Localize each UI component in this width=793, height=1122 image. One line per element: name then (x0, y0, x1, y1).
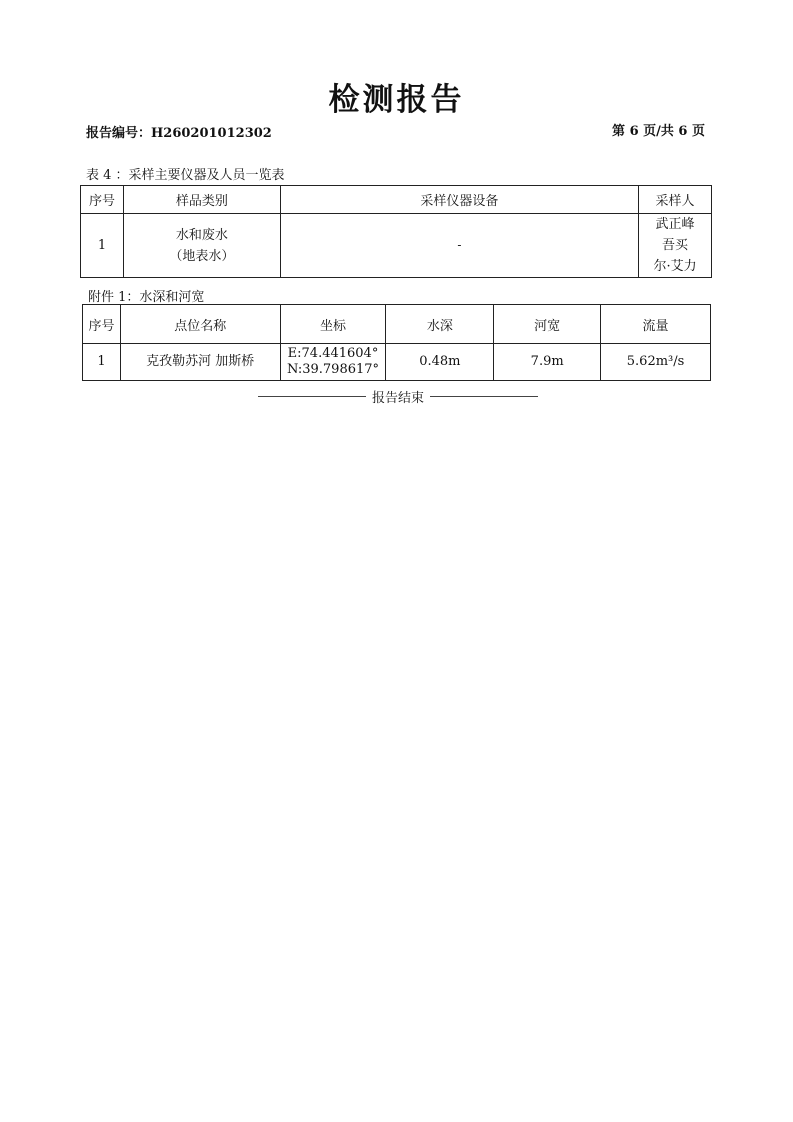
table-row (83, 344, 711, 381)
header-sampler: 采样人 (639, 186, 712, 214)
width-value: 7.9m (494, 344, 601, 381)
table-header-row (81, 186, 712, 214)
header-no: 序号 (81, 186, 124, 214)
table4-caption: 表 4 ：采样主要仪器及人员一览表 (86, 168, 285, 183)
depth-value: 0.48m (386, 344, 494, 381)
coordinates-cell (280, 344, 386, 381)
coord-north: N:39.798617° (286, 362, 380, 377)
header-no: 序号 (83, 305, 121, 344)
equipment-cell: - (280, 214, 638, 278)
table-row (81, 214, 712, 278)
header-coordinates: 坐标 (280, 305, 386, 344)
header-width: 河宽 (494, 305, 601, 344)
sampler-line-2: 吾买 (662, 238, 689, 253)
samplers-cell (639, 214, 712, 278)
header-site: 点位名称 (120, 305, 280, 344)
category-line-1: 水和废水 (175, 227, 228, 243)
report-title: 检测报告 (328, 82, 465, 118)
sample-category (123, 214, 280, 278)
end-line-right (430, 396, 538, 397)
report-end-marker (258, 386, 538, 406)
sampling-equipment-table (80, 185, 712, 278)
header-depth: 水深 (386, 305, 494, 344)
water-depth-width-table (82, 304, 711, 381)
site-name: 克孜勒苏河 加斯桥 (120, 344, 280, 381)
flow-value: 5.62m³/s (601, 344, 711, 381)
sampler-line-3: 尔·艾力 (653, 259, 697, 274)
coord-east: E:74.441604° (287, 346, 379, 361)
table-header-row (83, 305, 711, 344)
header-category: 样品类别 (123, 186, 280, 214)
appendix-caption: 附件 1：水深和河宽 (88, 290, 205, 305)
report-number: 报告编号：H260201012302 (86, 126, 272, 141)
sampler-line-1: 武正峰 (655, 217, 695, 232)
page-number: 第 6 页/共 6 页 (612, 124, 705, 139)
report-end-text: 报告结束 (372, 390, 425, 406)
header-flow: 流量 (601, 305, 711, 344)
row-no: 1 (81, 214, 124, 278)
header-equipment: 采样仪器设备 (280, 186, 638, 214)
category-line-2: （地表水） (169, 248, 235, 264)
row-no: 1 (83, 344, 121, 381)
end-line-left (258, 396, 366, 397)
